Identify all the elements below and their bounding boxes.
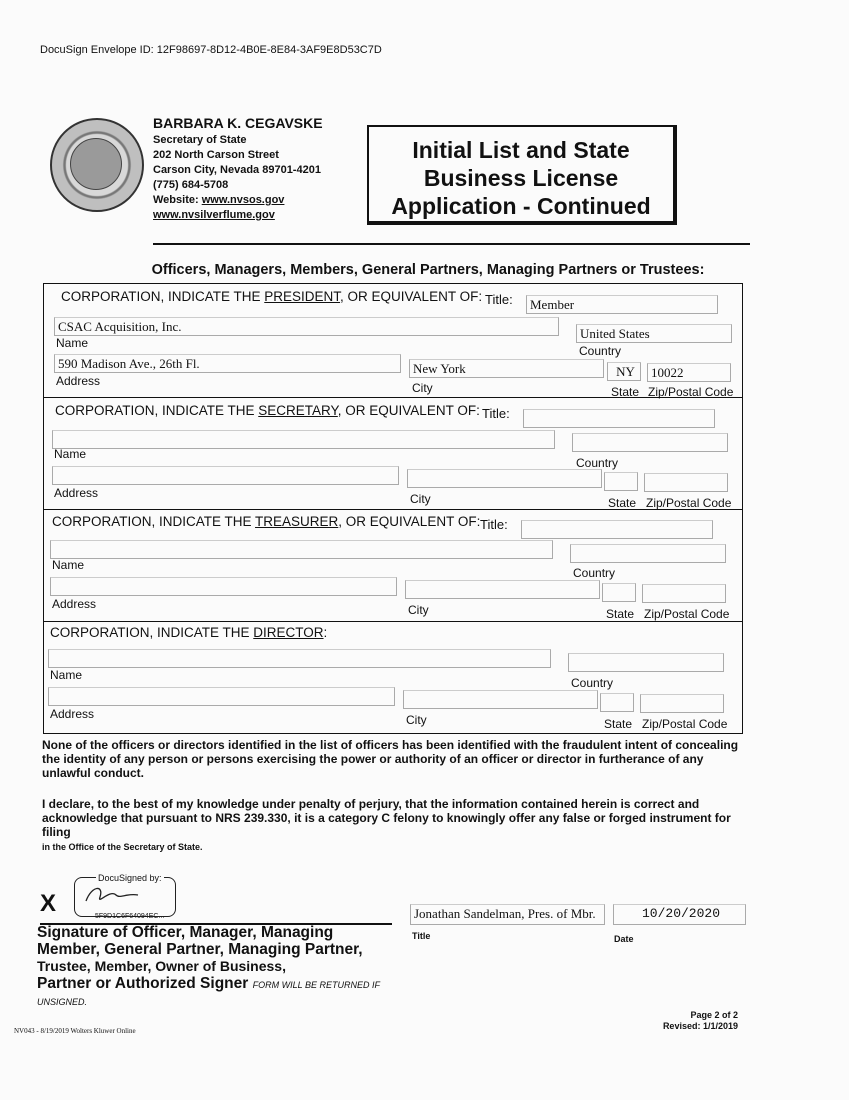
address-label: Address — [56, 374, 101, 388]
signature-date-label: Date — [614, 934, 634, 944]
treasurer-section — [44, 509, 742, 622]
director-address-input[interactable] — [48, 687, 395, 706]
secretary-name-input[interactable] — [52, 430, 555, 449]
treasurer-city-input[interactable] — [405, 580, 600, 599]
president-city-input[interactable]: New York — [409, 359, 604, 378]
revision-date: Revised: 1/1/2019 — [662, 1021, 738, 1031]
secretary-country-input[interactable] — [572, 433, 728, 452]
country-label: Country — [576, 456, 619, 470]
city-label: City — [408, 603, 429, 617]
zip-label: Zip/Postal Code — [648, 385, 734, 399]
address-label: Address — [52, 597, 97, 611]
website-link-nvsos[interactable]: www.nvsos.gov — [201, 194, 285, 206]
state-label: State — [608, 496, 637, 510]
president-section — [44, 284, 742, 398]
nevada-state-seal-icon — [50, 118, 144, 212]
president-zip-input[interactable]: 10022 — [647, 363, 731, 382]
state-label: State — [604, 717, 633, 731]
secretary-name: BARBARA K. CEGAVSKE — [153, 115, 323, 131]
signature-scribble-icon — [82, 883, 142, 911]
website-label: Website: — [153, 194, 202, 206]
section-heading: Officers, Managers, Members, General Partners, Managing Partners or Trustees: — [151, 262, 705, 278]
treasurer-state-input[interactable] — [602, 583, 636, 602]
secretary-section-title: CORPORATION, INDICATE THE SECRETARY, OR EQUIVALENT OF: — [55, 403, 480, 418]
secretary-street: 202 North Carson Street — [153, 149, 279, 161]
director-city-input[interactable] — [403, 690, 598, 709]
title-label: Title: — [482, 406, 510, 421]
president-address-input[interactable]: 590 Madison Ave., 26th Fl. — [54, 354, 401, 373]
page-info — [650, 1010, 738, 1032]
name-label: Name — [56, 336, 89, 350]
website-link-silverflume[interactable]: www.nvsilverflume.gov — [153, 209, 275, 221]
secretary-address-input[interactable] — [52, 466, 399, 485]
docusigned-by-label: DocuSigned by: — [98, 873, 162, 883]
president-country-input[interactable]: United States — [576, 324, 732, 343]
signature-caption: Signature of Officer, Manager, Managing Member, General Partner, Managing Partner, Trustee, Member, Owner of Business, Partner or Authorized Signer FORM WILL BE RETURNED IF UNSIGNED. — [37, 924, 380, 1007]
signature-date-input[interactable]: 10/20/2020 — [613, 904, 746, 925]
form-footer-code: NV043 - 8/19/2019 Wolters Kluwer Online — [14, 1027, 136, 1035]
director-name-input[interactable] — [48, 649, 551, 668]
zip-label: Zip/Postal Code — [646, 496, 732, 510]
address-label: Address — [54, 486, 99, 500]
country-label: Country — [579, 344, 622, 358]
secretary-zip-input[interactable] — [644, 473, 728, 492]
president-title-input[interactable]: Member — [526, 295, 718, 314]
state-label: State — [606, 607, 635, 621]
treasurer-name-input[interactable] — [50, 540, 553, 559]
signer-title-label: Title — [412, 931, 431, 941]
secretary-title: Secretary of State — [153, 134, 247, 146]
president-state-input[interactable]: NY — [607, 362, 641, 381]
secretary-city-input[interactable] — [407, 469, 602, 488]
secretary-section — [44, 397, 742, 510]
director-section — [44, 621, 742, 733]
country-label: Country — [573, 566, 616, 580]
zip-label: Zip/Postal Code — [644, 607, 730, 621]
officers-grid — [43, 283, 743, 734]
secretary-city: Carson City, Nevada 89701-4201 — [153, 164, 321, 176]
signer-title-input[interactable]: Jonathan Sandelman, Pres. of Mbr. — [410, 904, 605, 925]
form-title-line3: Application - Continued — [391, 193, 651, 219]
title-label: Title: — [480, 517, 508, 532]
title-label: Title: — [485, 292, 513, 307]
form-title-line1: Initial List and State — [412, 137, 630, 163]
state-label: State — [611, 385, 640, 399]
treasurer-section-title: CORPORATION, INDICATE THE TREASURER, OR EQUIVALENT OF: — [52, 514, 481, 529]
director-zip-input[interactable] — [640, 694, 724, 713]
header-divider — [153, 243, 750, 245]
treasurer-title-input[interactable] — [521, 520, 713, 539]
page-number: Page 2 of 2 — [690, 1010, 738, 1020]
director-state-input[interactable] — [600, 693, 634, 712]
zip-label: Zip/Postal Code — [642, 717, 728, 731]
envelope-id: DocuSign Envelope ID: 12F98697-8D12-4B0E-8E84-3AF9E8D53C7D — [40, 44, 382, 56]
city-label: City — [406, 713, 427, 727]
president-section-title: CORPORATION, INDICATE THE PRESIDENT, OR EQUIVALENT OF: — [61, 289, 483, 304]
secretary-phone: (775) 684-5708 — [153, 179, 229, 191]
secretary-state-input[interactable] — [604, 472, 638, 491]
perjury-declaration: I declare, to the best of my knowledge under penalty of perjury, that the information contained herein is correct and acknowledge that pursuant to NRS 239.330, it is a category C felony to knowingly offer any false or forged instrument for filing in the Office of the Secretary of State. — [42, 797, 731, 852]
address-label: Address — [50, 707, 95, 721]
name-label: Name — [52, 558, 85, 572]
fraud-statement: None of the officers or directors identified in the list of officers has been identified with the fraudulent intent of concealing the identity of any person or persons exercising the power or authority of an officer or director in furtherance of any unlawful conduct. — [42, 738, 739, 780]
name-label: Name — [54, 447, 87, 461]
form-title-line2: Business License — [423, 165, 619, 191]
secretary-of-state-block — [153, 116, 323, 223]
signature-x-mark: X — [40, 890, 57, 917]
treasurer-zip-input[interactable] — [642, 584, 726, 603]
city-label: City — [412, 381, 433, 395]
director-country-input[interactable] — [568, 653, 724, 672]
country-label: Country — [571, 676, 614, 690]
name-label: Name — [50, 668, 83, 682]
form-title-box — [367, 125, 677, 225]
director-section-title: CORPORATION, INDICATE THE DIRECTOR: — [50, 625, 328, 640]
treasurer-country-input[interactable] — [570, 544, 726, 563]
city-label: City — [410, 492, 431, 506]
secretary-title-input[interactable] — [523, 409, 715, 428]
treasurer-address-input[interactable] — [50, 577, 397, 596]
signature-id: 5F9D1C6F64094EC... — [95, 913, 165, 920]
president-name-input[interactable]: CSAC Acquisition, Inc. — [54, 317, 559, 336]
